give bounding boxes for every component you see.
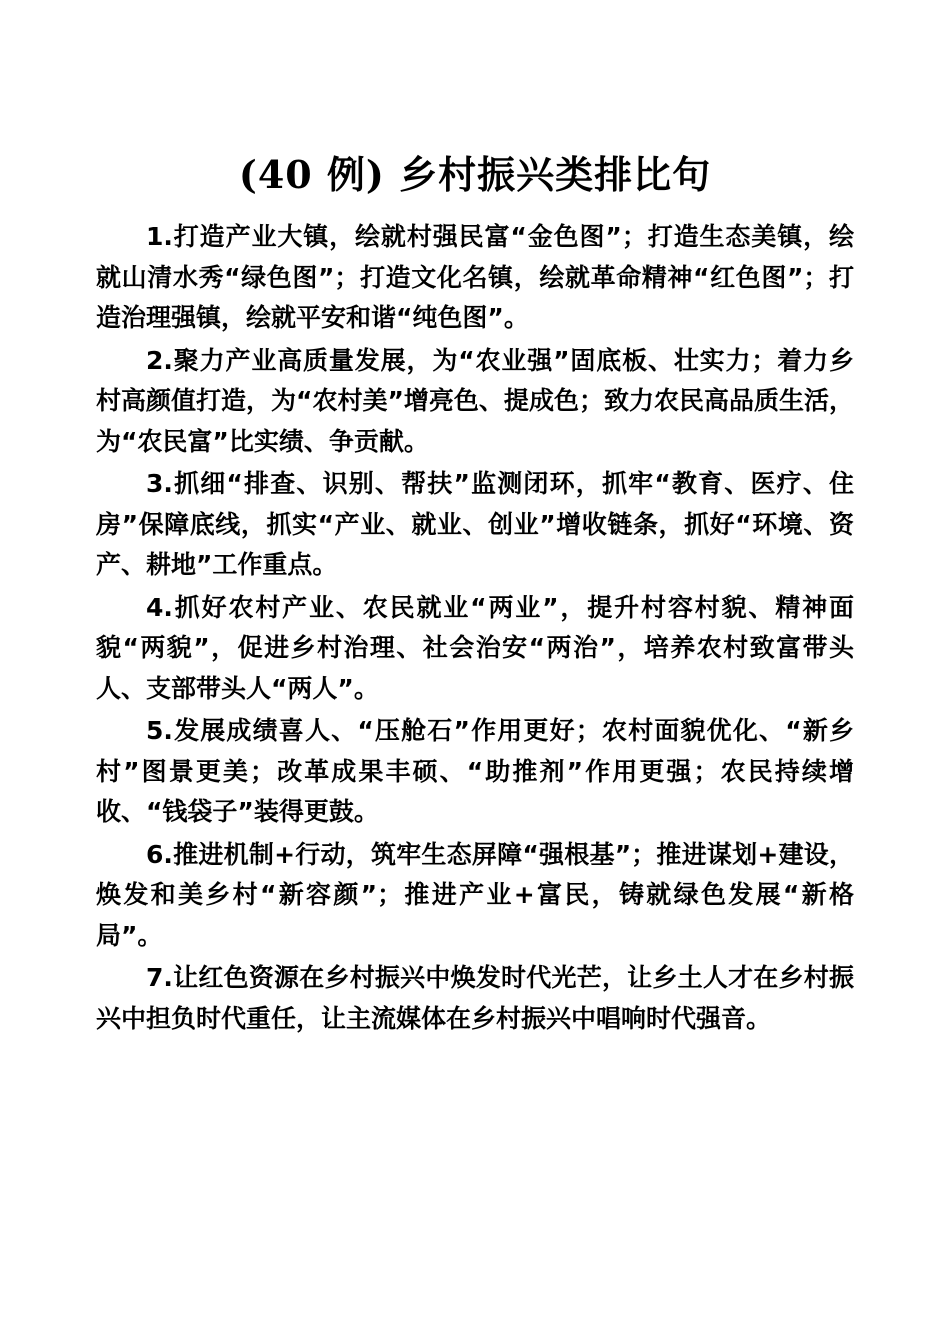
paragraph-1: 1.打造产业大镇，绘就村强民富“金色图”；打造生态美镇，绘就山清水秀“绿色图”；打造文化名镇，绘就革命精神“红色图”；打造治理强镇，绘就平安和谐“纯色图”。 xyxy=(96,222,854,333)
paragraph-5: 5.发展成绩喜人、“压舱石”作用更好；农村面貌优化、“新乡村”图景更美；改革成果丰硕、“助推剂”作用更强；农民持续增收、“钱袋子”装得更鼓。 xyxy=(96,716,854,827)
page-title: (40 例) 乡村振兴类排比句 xyxy=(238,152,712,197)
paragraph-6: 6.推进机制+行动，筑牢生态屏障“强根基”；推进谋划+建设，焕发和美乡村“新容颜”；推进产业+富民，铸就绿色发展“新格局”。 xyxy=(96,839,854,950)
paragraph-3: 3.抓细“排查、识别、帮扶”监测闭环，抓牢“教育、医疗、住房”保障底线，抓实“产业、就业、创业”增收链条，抓好“环境、资产、耕地”工作重点。 xyxy=(96,469,854,580)
paragraph-4: 4.抓好农村产业、农民就业“两业”，提升村容村貌、精神面貌“两貌”，促进乡村治理、社会治安“两治”，培养农村致富带头人、支部带头人“两人”。 xyxy=(96,592,854,703)
paragraph-7: 7.让红色资源在乡村振兴中焕发时代光芒，让乡土人才在乡村振兴中担负时代重任，让主流媒体在乡村振兴中唱响时代强音。 xyxy=(96,963,854,1033)
paragraph-2: 2.聚力产业高质量发展，为“农业强”固底板、壮实力；着力乡村高颜值打造，为“农村美”增亮色、提成色；致力农民高品质生活，为“农民富”比实绩、争贡献。 xyxy=(96,345,854,456)
